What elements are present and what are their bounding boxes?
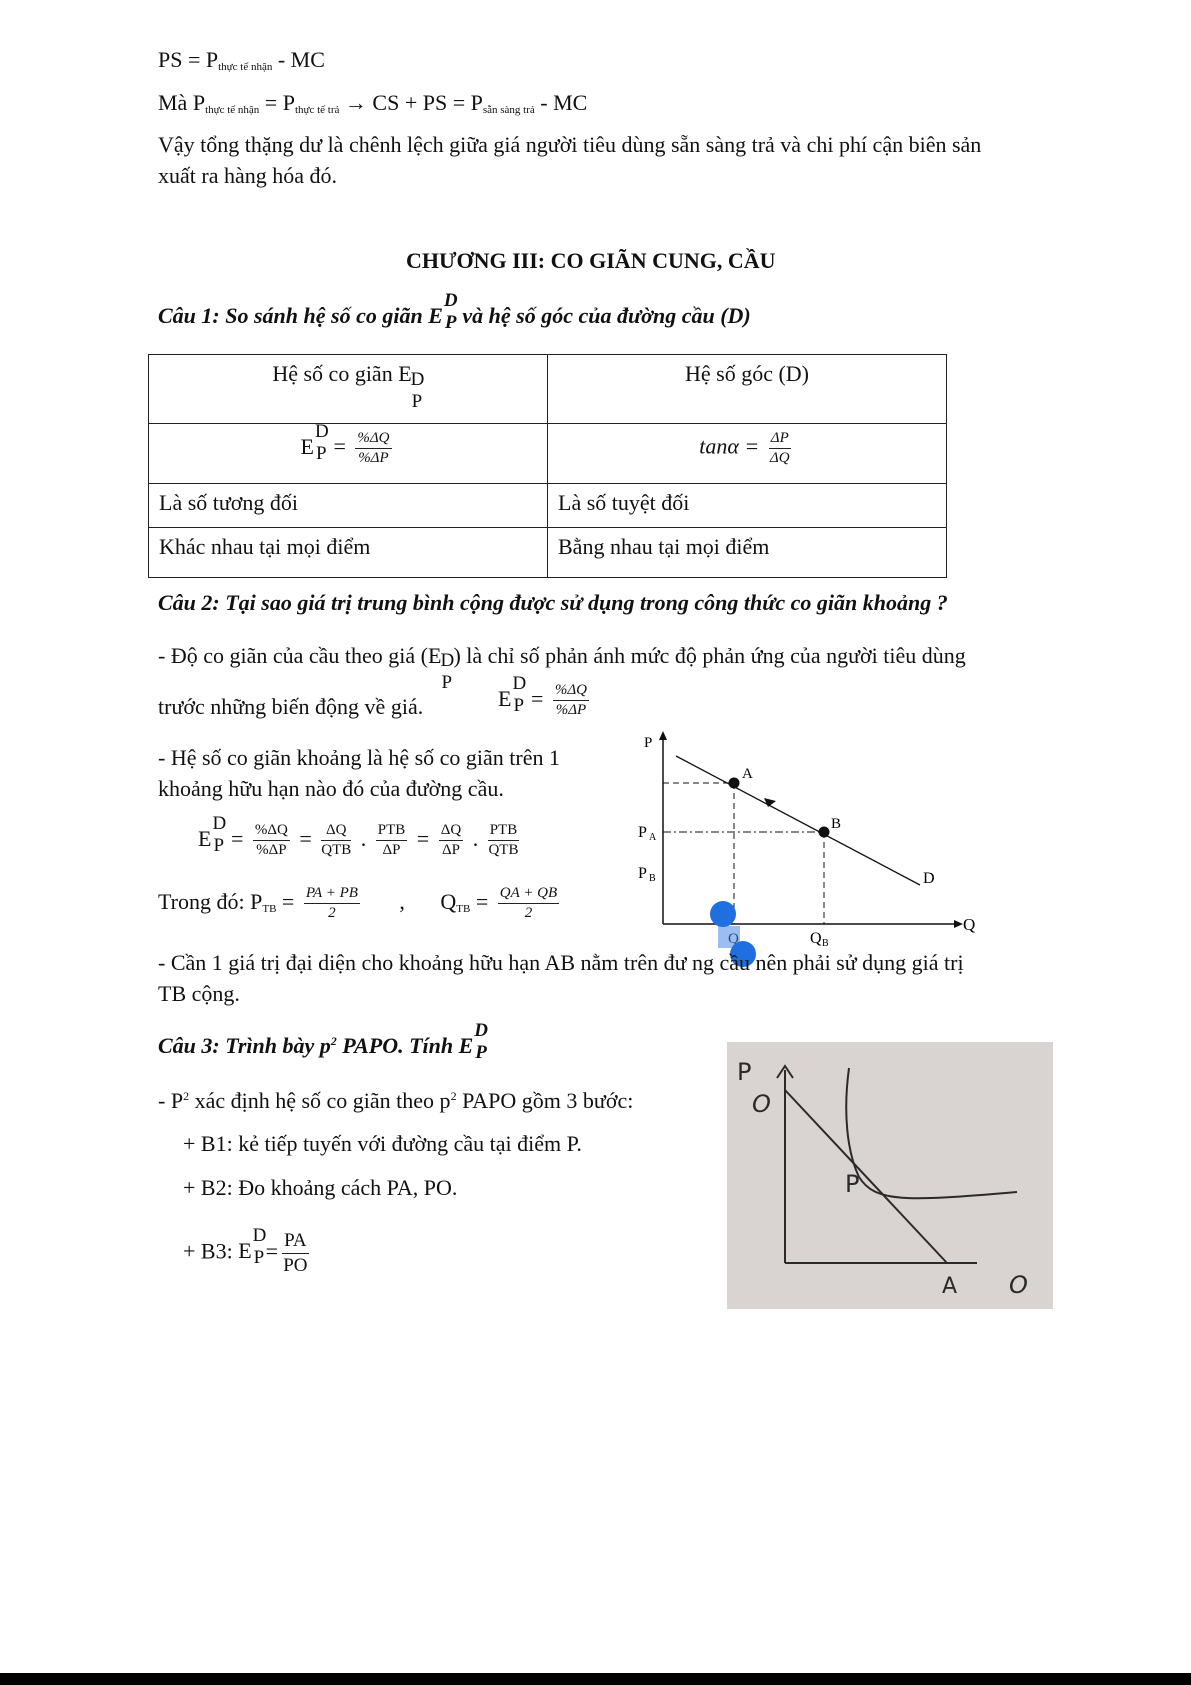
summary-line-2: xuất ra hàng hóa đó. (158, 163, 337, 188)
handwritten-graph-photo (727, 1042, 1053, 1309)
demand-curve (676, 756, 920, 885)
point-b-marker (819, 827, 830, 838)
arrow-icon: → (344, 90, 367, 115)
table-cell-relative: Là số tương đối (149, 484, 548, 528)
table-header-left: Hệ số co giãn E D P (149, 355, 548, 424)
curve-d-label: D (923, 870, 935, 887)
q3-step-1: + B1: kẻ tiếp tuyến với đường cầu tại điểm P. (183, 1131, 582, 1156)
pa-sub-label: A (649, 832, 657, 843)
table-cell-constant: Bằng nhau tại mọi điểm (548, 528, 947, 578)
summary-line-1: Vậy tổng thặng dư là chênh lệch giữa giá người tiêu dùng sẵn sàng trả và chi phí cận biên sản (158, 132, 982, 157)
point-b-label: B (831, 816, 842, 832)
average-formula: Trong đó: $P_{TB}$ = $\frac{PA + PB}{2}$ , $Q_{TB}$ = $\frac{QA + QB}{2}$ (158, 885, 558, 922)
q2-paragraph-3-line-2: TB cộng. (158, 981, 240, 1006)
pa-label: P (638, 824, 647, 841)
pb-label: P (638, 865, 647, 882)
ps-formula: PS = $P_{thực tế nhận}$ - MC (158, 47, 325, 73)
q3-step-2: + B2: Đo khoảng cách PA, PO. (183, 1175, 458, 1200)
table-cell-absolute: Là số tuyệt đối (548, 484, 947, 528)
q2-paragraph-3-line-1: - Cần 1 giá trị đại diện cho khoảng hữu hạn AB nằm trên đư ng cầu nên phải sử dụng giá trị (158, 950, 964, 975)
bottom-edge-bar (0, 1673, 1191, 1685)
selection-handle-start[interactable] (710, 901, 736, 927)
q-axis-arrow-icon (954, 920, 963, 928)
q2-paragraph-1: - Độ co giãn của cầu theo giá (E D P ) là chỉ số phản ánh mức độ phản ứng của người tiêu dùng (158, 643, 966, 693)
table-formula-slope: tanα = $\frac{\Delta P}{\Delta Q}$ (548, 424, 947, 484)
q3-step-3: + B3: E D P = $\frac{PA}{PO}$ (183, 1225, 308, 1276)
q-axis-label: Q (963, 915, 976, 934)
demand-graph (632, 728, 976, 949)
qb-sub-label: B (822, 938, 829, 949)
photo-o-top-label: O (752, 1090, 771, 1118)
q2-paragraph-2-line-2: khoảng hữu hạn nào đó của đường cầu. (158, 776, 504, 801)
qb-label: Q (810, 930, 822, 947)
point-a-label: A (742, 766, 753, 782)
q3-title: Câu 3: Trình bày $p^2$ PAPO. Tính E D P (158, 1020, 489, 1063)
comparison-table (148, 354, 947, 578)
handwritten-graph (727, 1042, 1053, 1309)
q3-paragraph-1: - $P^2$ xác định hệ số co giãn theo $p^2$ PAPO gồm 3 bước: (158, 1088, 634, 1113)
photo-demand-curve (846, 1068, 1017, 1198)
q1-title: Câu 1: So sánh hệ số co giãn E D P và hệ số góc của đường cầu (D) (158, 290, 751, 333)
arc-elasticity-formula: E D P = $\frac{\%\Delta Q}{\%\Delta P}$ = $\frac{\Delta Q}{\text{QTB}}$ . $\frac{\text{PTB}}{\Delta P}$ = $\frac{\Delta Q}{\Delta P}$ . $\frac{\text{PTB}}{\text{QTB}}$ (198, 812, 519, 859)
ma-formula: Mà $P_{thực tế nhận} = P_{thực tế trả}$ → CS + PS = $P_{sẵn sàng trả}$ - MC (158, 90, 588, 116)
pb-sub-label: B (649, 873, 656, 884)
photo-p-label: P (737, 1058, 752, 1086)
photo-o-bottom-label: O (1009, 1271, 1028, 1299)
p-axis-arrow-icon (659, 731, 667, 740)
photo-p-point-label: P (845, 1170, 860, 1198)
point-a-marker (729, 778, 740, 789)
table-formula-elasticity: E D P = $\frac{\%\Delta Q}{\%\Delta P}$ (149, 424, 548, 484)
q2-elasticity-formula: E D P = $\frac{\%\Delta Q}{\%\Delta P}$ (498, 672, 588, 719)
photo-a-label: A (942, 1274, 958, 1299)
q2-paragraph-1-cont: trước những biến động về giá. (158, 694, 424, 719)
elasticity-symbol: E D P (428, 290, 458, 333)
table-header-right: Hệ số góc (D) (548, 355, 947, 424)
chapter-title: CHƯƠNG III: CO GIÃN CUNG, CẦU (406, 248, 776, 273)
p-axis-label: P (644, 735, 653, 751)
q2-paragraph-2-line-1: - Hệ số co giãn khoảng là hệ số co giãn trên 1 (158, 745, 560, 770)
photo-tangent-line (785, 1090, 947, 1263)
q2-title: Câu 2: Tại sao giá trị trung bình cộng được sử dụng trong công thức co giãn khoảng ? (158, 590, 948, 615)
table-cell-varies: Khác nhau tại mọi điểm (149, 528, 548, 578)
